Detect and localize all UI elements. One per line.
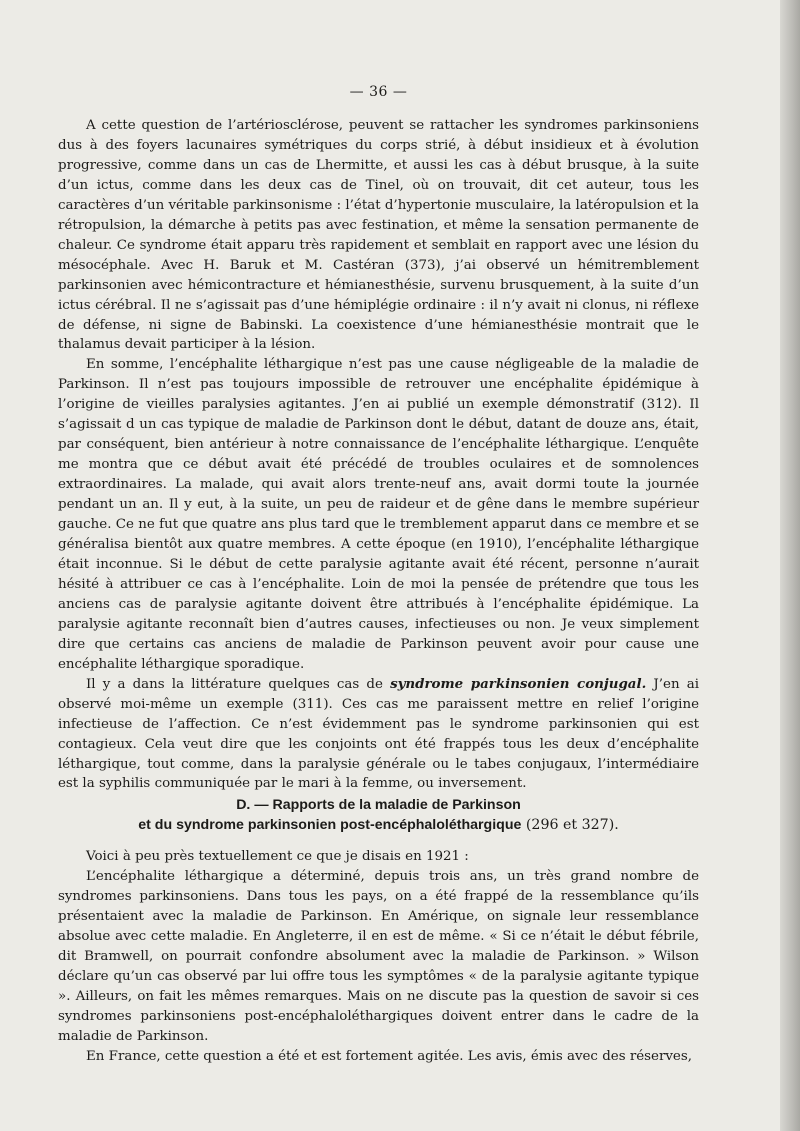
conjugal-syndrome-emphasis: syndrome parkinsonien conjugal. (390, 675, 647, 692)
page-number: — 36 — (349, 84, 408, 100)
paragraph-conjugal-rest: J’en ai observé moi-même un exemple (311). Ces cas me paraissent mettre en relief l’origine infectieuse de l’affection. Ce n’est évidemment pas le syndrome parkinsonien qui est contagieux. Cela veut dire que les conjoints ont été frappés tous les deux d’encéphalite léthargique, tout comme, dans la paralysie générale ou le tabes conjugaux, l’intermédiaire est la syphilis communiquée par le mari à la femme, ou inversement. (58, 676, 699, 792)
paragraph-arteriosclerosis: A cette question de l’artériosclérose, peuvent se rattacher les syndromes parkinsoniens dus à des foyers lacunaires symétriques du corps strié, à début insidieux et à évolution progressive, comme dans un cas de Lhermitte, et aussi les cas à début brusque, à la suite d’un ictus, comme dans les deux cas de Tinel, où on trouvait, dit cet auteur, tous les caractères d’un véritable parkinsonisme : l’état d’hypertonie musculaire, la latéropulsion et la rétropulsion, la démarche à petits pas avec festination, et même la sensation permanente de chaleur. Ce syndrome était apparu très rapidement et semblait en rapport avec une lésion du mésocéphale. Avec H. Baruk et M. Castéran (373), j’ai observé un hémitremblement parkinsonien avec hémicontracture et hémianesthésie, survenu brusquement, à la suite d’un ictus cérébral. Il ne s’agissait pas d’une hémiplégie ordinaire : il n’y avait ni clonus, ni réflexe de défense, ni signe de Babinski. La coexistence d’une hémianesthésie montrait que le thalamus devait participer à la lésion. (58, 118, 699, 353)
section-references: (296 et 327). (521, 817, 619, 833)
body-text-bottom (58, 847, 699, 1066)
paragraph-france: En France, cette question a été et est fortement agitée. Les avis, émis avec des réserves, (86, 1048, 692, 1064)
scan-page-edge (780, 0, 800, 1131)
paragraph-conjugal-start: Il y a dans la littérature quelques cas de (86, 676, 391, 692)
body-text-top (58, 116, 699, 794)
section-heading (58, 795, 699, 835)
section-heading-line1: D. — Rapports de la maladie de Parkinson (236, 797, 521, 813)
section-heading-line2-text: et du syndrome parkinsonien post-encéphaloléthargique (138, 817, 522, 833)
section-heading-line2 (58, 815, 699, 835)
paragraph-conjugal (58, 675, 699, 795)
paragraph-lethargic-syndromes: L’encéphalite léthargique a déterminé, depuis trois ans, un très grand nombre de syndromes parkinsoniens. Dans tous les pays, on a été frappé de la ressemblance qu’ils présentaient avec la maladie de Parkinson. En Amérique, on signale leur ressemblance absolue avec cette maladie. En Angleterre, il en est de même. « Si ce n’était le début fébrile, dit Bramwell, on pourrait confondre absolument avec la maladie de Parkinson. » Wilson déclare qu’un cas observé par lui offre tous les symptômes « de la paralysie agitante typique ». Ailleurs, on fait les mêmes remarques. Mais on ne discute pas la question de savoir si ces syndromes parkinsoniens post-encéphaloléthargiques doivent entrer dans le cadre de la maladie de Parkinson. (58, 868, 699, 1044)
paragraph-encephalitis: En somme, l’encéphalite léthargique n’est pas une cause négligeable de la maladie de Parkinson. Il n’est pas toujours impossible de retrouver une encéphalite épidémique à l’origine de vieilles paralysies agitantes. J’en ai publié un exemple démonstratif (312). Il s’agissait d un cas typique de maladie de Parkinson dont le début, datant de douze ans, était, par conséquent, bien antérieur à notre connaissance de l’encéphalite léthargique. L’enquête me montra que ce début avait été précédé de troubles oculaires et de somnolences extraordinaires. La malade, qui avait alors trente-neuf ans, avait dormi toute la journée pendant un an. Il y eut, à la suite, un peu de raideur et de gêne dans le membre supérieur gauche. Ce ne fut que quatre ans plus tard que le tremblement apparut dans ce membre et se généralisa bientôt aux quatre membres. A cette époque (en 1910), l’encéphalite léthargique était inconnue. Si le début de cette paralysie agitante avait été récent, personne n’aurait hésité à attribuer ce cas à l’encéphalite. Loin de moi la pensée de prétendre que tous les anciens cas de paralysie agitante doivent être attribués à l’encéphalite épidémique. La paralysie agitante reconnaît bien d’autres causes, infectieuses ou non. Je veux simplement dire que certains cas anciens de maladie de Parkinson peuvent avoir pour cause une encéphalite léthargique sporadique. (58, 357, 699, 672)
paragraph-1921: Voici à peu près textuellement ce que je disais en 1921 : (86, 849, 469, 864)
